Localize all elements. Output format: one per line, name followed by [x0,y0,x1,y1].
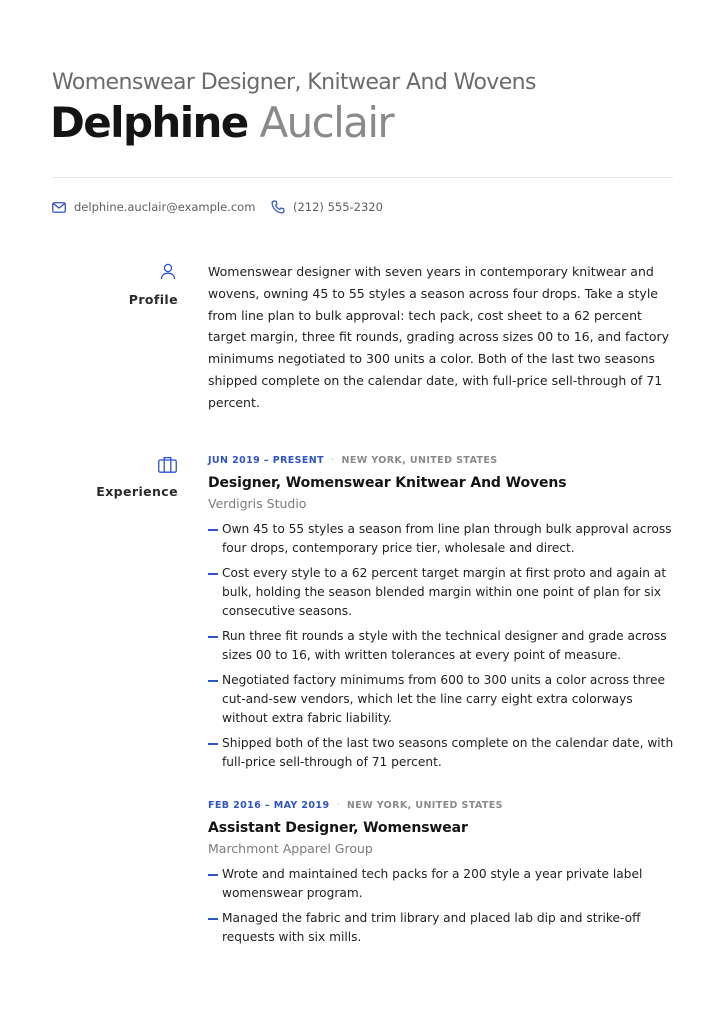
full-name [50,96,393,150]
job-bullet: Wrote and maintained tech packs for a 200 style a year private label womenswear program. [208,865,678,903]
first-name: Delphine [50,98,248,147]
meta-separator: · [336,800,340,811]
job-company: Marchmont Apparel Group [208,841,373,856]
email-text[interactable]: delphine.auclair@example.com [74,200,256,214]
job-company: Verdigris Studio [208,496,307,511]
job-entry [208,455,678,778]
contact-phone[interactable] [271,200,383,214]
contact-email[interactable] [52,200,255,214]
job-location: NEW YORK, UNITED STATES [346,800,503,811]
job-meta [208,455,678,466]
header-divider [52,177,673,178]
last-name: Auclair [259,98,394,147]
job-entry [208,800,678,953]
job-meta [208,800,678,811]
job-bullet: Run three fit rounds a style with the technical designer and grade across sizes 00 to 16, with written tolerances at every point of measure. [208,627,678,665]
briefcase-icon [158,456,177,473]
job-bullet: Cost every style to a 62 percent target margin at first proto and again at bulk, holding the season blended margin within one point of plan for six consecutive seasons. [208,564,678,621]
job-bullet: Managed the fabric and trim library and placed lab dip and strike-off requests with six mills. [208,909,678,947]
job-bullets [208,865,678,947]
mail-icon [52,202,66,213]
profile-label: Profile [128,292,178,307]
job-dates: JUN 2019 – PRESENT [208,455,325,466]
job-bullets [208,520,678,772]
phone-icon [271,200,285,214]
experience-label: Experience [96,484,178,499]
job-location: NEW YORK, UNITED STATES [341,455,498,466]
job-dates: FEB 2016 – MAY 2019 [208,800,330,811]
job-title: Assistant Designer, Womenswear [208,820,468,836]
role-title: Womenswear Designer, Knitwear And Wovens [52,70,536,95]
job-bullet: Shipped both of the last two seasons complete on the calendar date, with full-price sell-through of 71 percent. [208,734,678,772]
profile-summary: Womenswear designer with seven years in contemporary knitwear and wovens, owning 45 to 55 styles a season across four drops. Take a style from line plan to bulk approval: tech pack, cost sheet to a 62 percent target margin, three fit rounds, grading across sizes 00 to 16, and factory minimums negotiated to 300 units a color. Both of the last two seasons shipped complete on the calendar date, with full-price sell-through of 71 percent. [208,264,670,410]
phone-text[interactable]: (212) 555-2320 [293,200,383,214]
job-bullet: Own 45 to 55 styles a season from line plan through bulk approval across four drops, contemporary price tier, wholesale and direct. [208,520,678,558]
user-icon [160,263,176,280]
job-bullet: Negotiated factory minimums from 600 to 300 units a color across three cut-and-sew vendors, which let the line carry eight extra colorways without extra fabric liability. [208,671,678,728]
job-title: Designer, Womenswear Knitwear And Wovens [208,475,567,491]
meta-separator: · [331,455,335,466]
